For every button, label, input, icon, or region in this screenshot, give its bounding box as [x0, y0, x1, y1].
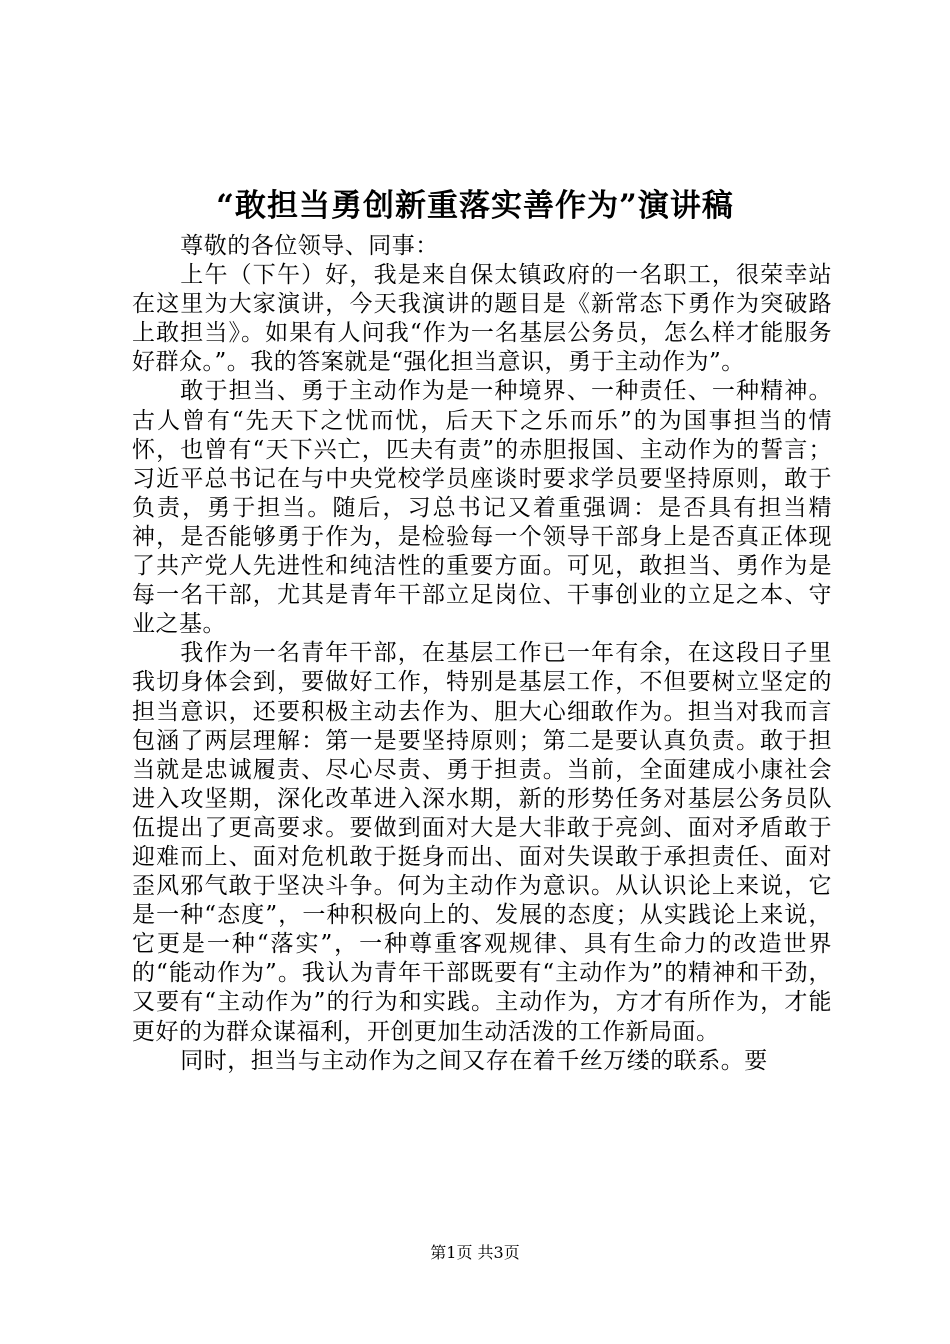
paragraph-3: 我作为一名青年干部，在基层工作已一年有余，在这段日子里我切身体会到，要做好工作，特别是基层工作，不但要树立坚定的担当意识，还要积极主动去作为、胆大心细敢作为。担当对我而言包涵了两层理解：第一是要坚持原则；第二是要认真负责。敢于担当就是忠诚履责、尽心尽责、勇于担责。当前，全面建成小康社会进入攻坚期，深化改革进入深水期，新的形势任务对基层公务员队伍提出了更高要求。要做到面对大是大非敢于亮剑、面对矛盾敢于迎难而上、面对危机敢于挺身而出、面对失误敢于承担责任、面对歪风邪气敢于坚决斗争。何为主动作为意识。从认识论上来说，它是一种“态度”，一种积极向上的、发展的态度；从实践论上来说，它更是一种“落实”，一种尊重客观规律、具有生命力的改造世界的“能动作为”。我认为青年干部既要有“主动作为”的精神和干劲，又要有“主动作为”的行为和实践。主动作为，方才有所作为，才能更好的为群众谋福利，开创更加生动活泼的工作新局面。 [132, 640, 832, 1045]
paragraph-1: 上午（下午）好，我是来自保太镇政府的一名职工，很荣幸站在这里为大家演讲，今天我演讲的题目是《新常态下勇作为突破路上敢担当》。如果有人问我“作为一名基层公务员，怎么样才能服务好群众。”。我的答案就是“强化担当意识，勇于主动作为”。 [132, 262, 832, 376]
paragraph-2: 敢于担当、勇于主动作为是一种境界、一种责任、一种精神。古人曾有“先天下之忧而忧，后天下之乐而乐”的为国事担当的情怀，也曾有“天下兴亡，匹夫有责”的赤胆报国、主动作为的誓言；习近平总书记在与中央党校学员座谈时要求学员要坚持原则，敢于负责，勇于担当。随后，习总书记又着重强调：是否具有担当精神，是否能够勇于作为，是检验每一个领导干部身上是否真正体现了共产党人先进性和纯洁性的重要方面。可见，敢担当、勇作为是每一名干部，尤其是青年干部立足岗位、干事创业的立足之本、守业之基。 [132, 378, 832, 638]
page-number-label: 第1页 共3页 [430, 1243, 520, 1262]
page-footer [0, 1243, 950, 1263]
document-body [132, 232, 832, 1076]
salutation: 尊敬的各位领导、同事： [180, 233, 439, 259]
paragraph-4: 同时，担当与主动作为之间又存在着千丝万缕的联系。要 [180, 1047, 768, 1074]
document-title: “敢担当勇创新重落实善作为”演讲稿 [216, 188, 734, 224]
